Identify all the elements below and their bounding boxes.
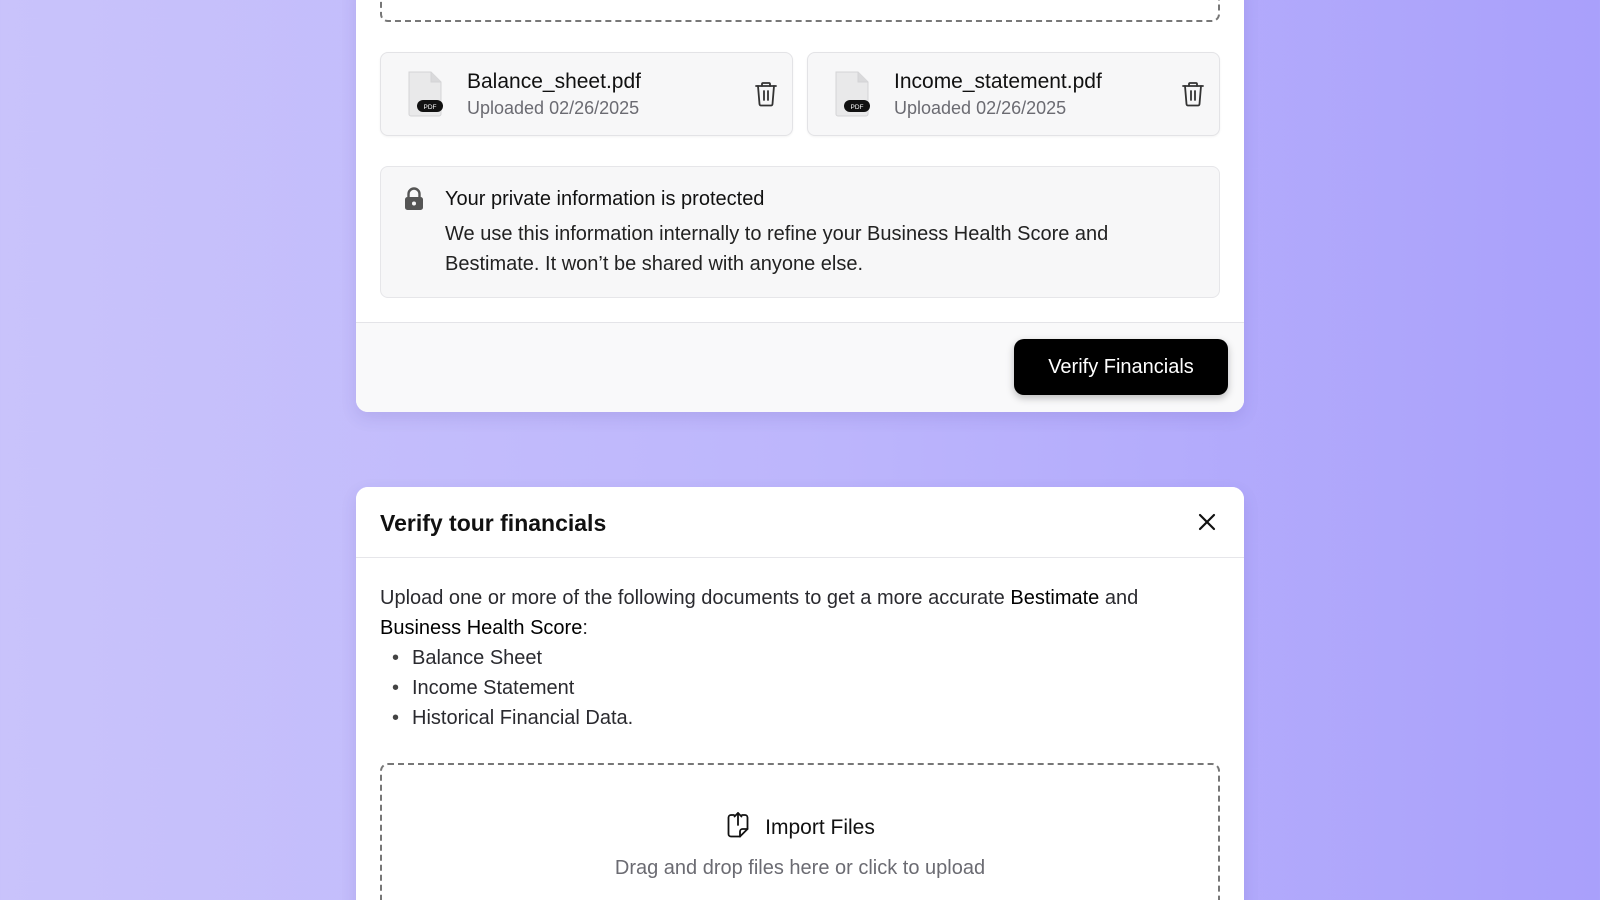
- pdf-badge-label: PDF: [423, 104, 437, 111]
- privacy-notice: [380, 166, 1220, 298]
- file-upload-date: Uploaded 02/26/2025: [467, 98, 640, 118]
- import-files-icon: [725, 811, 751, 844]
- card-footer: [356, 322, 1244, 412]
- list-item: • Balance Sheet: [380, 643, 1214, 673]
- uploaded-files-card: [356, 0, 1244, 412]
- uploaded-file-list: [380, 52, 1220, 136]
- uploaded-file-item: [380, 52, 793, 136]
- file-upload-date: Uploaded 02/26/2025: [894, 98, 1067, 118]
- file-name: Balance_sheet.pdf: [467, 70, 641, 93]
- file-name: Income_statement.pdf: [894, 70, 1102, 93]
- import-files-label: Import Files: [765, 815, 875, 839]
- close-icon[interactable]: [1194, 509, 1220, 535]
- privacy-title: Your private information is protected: [445, 188, 765, 210]
- uploaded-file-item: [807, 52, 1220, 136]
- trash-icon[interactable]: [752, 80, 780, 108]
- list-item: • Income Statement: [380, 673, 1214, 703]
- verify-financials-modal: [356, 487, 1244, 900]
- upload-hint: Drag and drop files here or click to upload: [614, 857, 986, 879]
- lock-icon: [403, 187, 425, 211]
- document-list: [380, 643, 1214, 733]
- privacy-description: We use this information internally to refine your Business Health Score and Bestimate. It won’t be shared with anyone else.: [445, 223, 1109, 275]
- pdf-file-icon: [830, 70, 874, 118]
- modal-instructions: [380, 583, 1214, 733]
- pdf-file-icon: [403, 70, 447, 118]
- trash-icon[interactable]: [1179, 80, 1207, 108]
- list-item: • Historical Financial Data.: [380, 703, 1214, 733]
- verify-financials-button[interactable]: Verify Financials: [1014, 339, 1228, 395]
- modal-intro: Upload one or more of the following documents to get a more accurate Bestimate and Business Health Score:: [380, 587, 1139, 639]
- modal-header: [356, 487, 1244, 558]
- modal-title: Verify tour financials: [380, 510, 607, 536]
- upload-dropzone[interactable]: [380, 0, 1220, 22]
- pdf-badge-label: PDF: [850, 104, 864, 111]
- file-upload-dropzone[interactable]: [380, 763, 1220, 900]
